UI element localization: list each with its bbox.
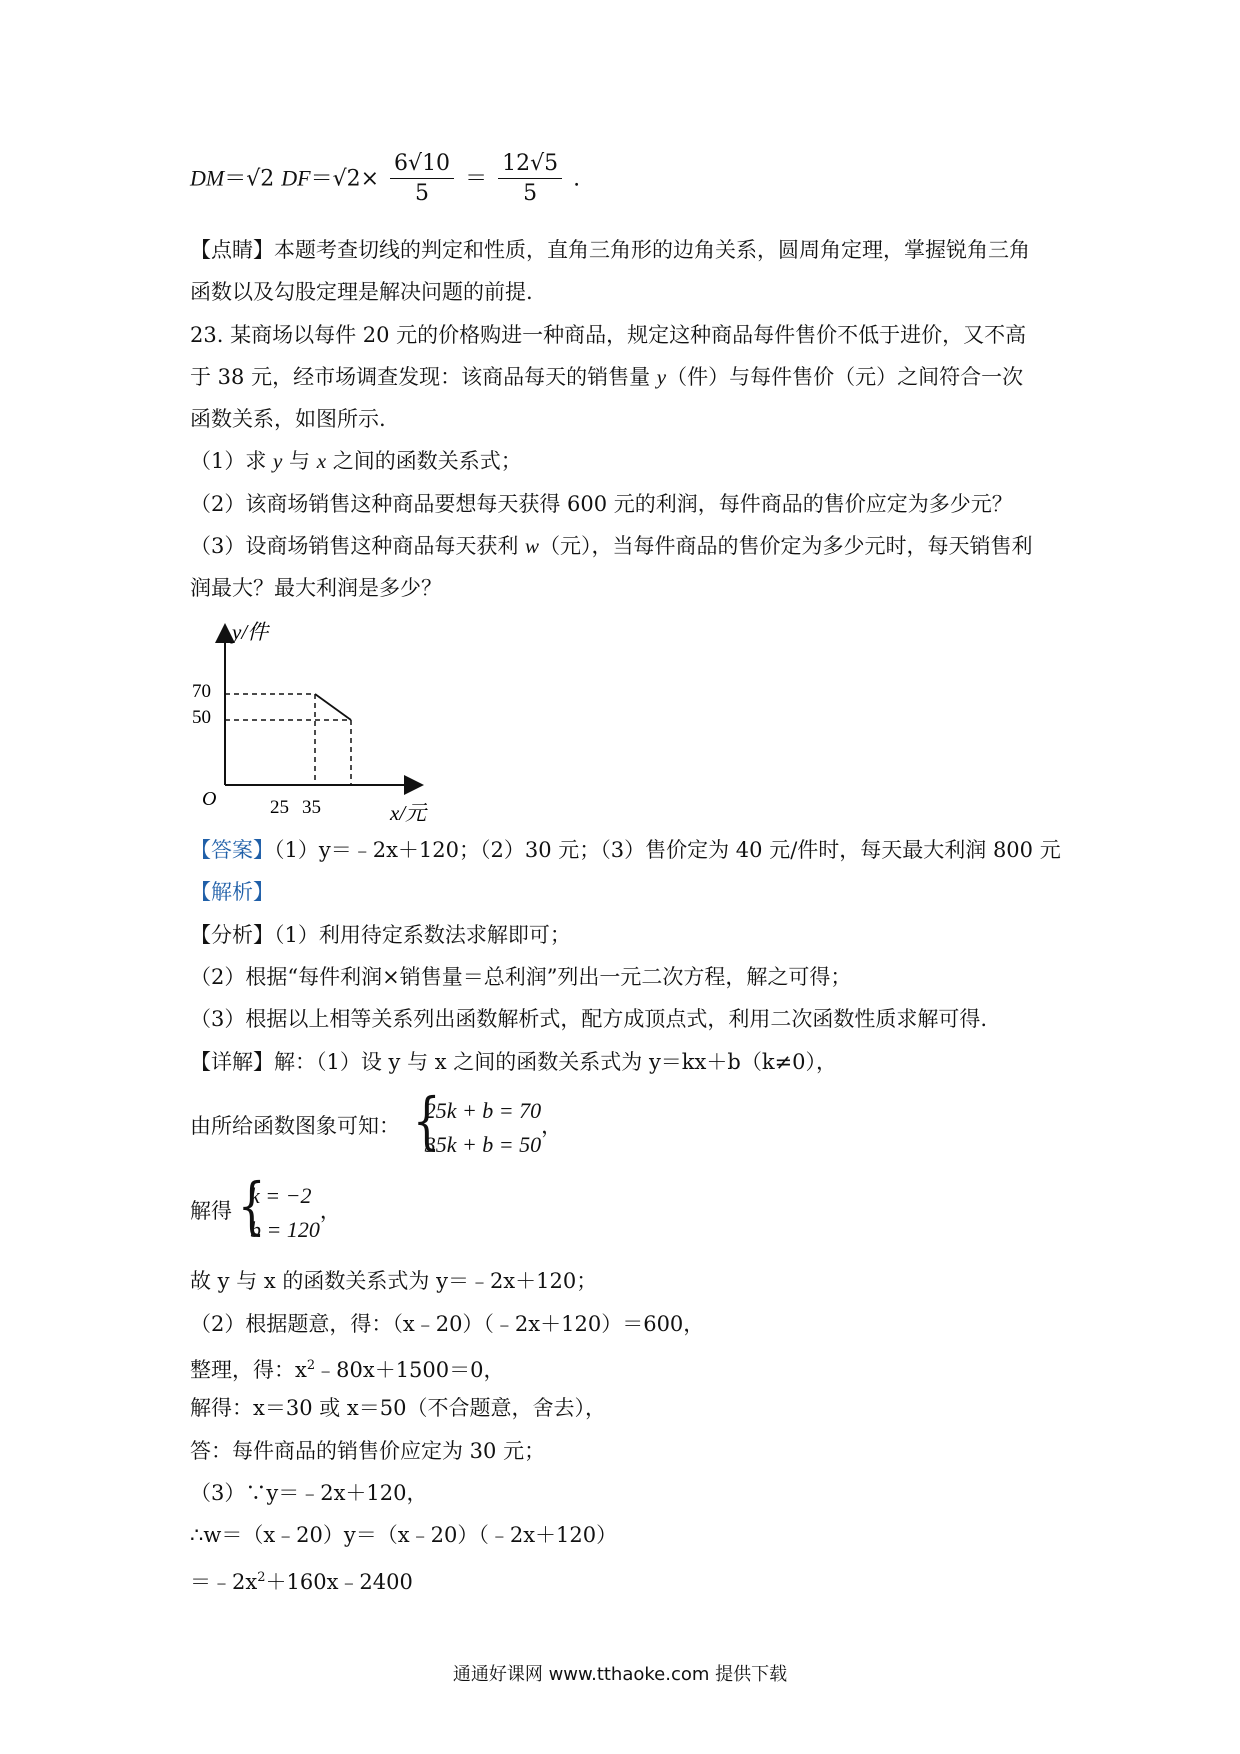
s8a: ＝﹣2x	[190, 1570, 258, 1594]
q1a: （1）求	[190, 449, 274, 473]
eq2: ＝	[310, 166, 333, 192]
footer: 通通好课网 www.tthaoke.com 提供下载	[452, 1664, 788, 1685]
solution-line-6: （3）∵y＝﹣2x＋120，	[190, 1481, 428, 1505]
y-tick-50: 50	[192, 707, 211, 728]
q23-2a: 于 38 元，经市场调查发现：该商品每天的销售量	[190, 365, 657, 389]
system-2-label: 解得	[190, 1199, 232, 1223]
xiangjie-tag: 【详解】	[190, 1050, 274, 1074]
system-1	[190, 1083, 563, 1162]
q3b: w	[525, 534, 540, 558]
answer-tag: 【答案】	[190, 838, 274, 862]
dianjing-line-1	[190, 235, 1030, 265]
eq1: ＝	[224, 166, 247, 192]
q1d: x	[316, 449, 327, 473]
q3-line-2: 润最大？最大利润是多少？	[190, 576, 442, 600]
fenxi-line-1	[190, 920, 571, 950]
q1c: 与	[282, 449, 317, 473]
solution-line-3	[190, 1351, 505, 1385]
q23-line-2	[190, 362, 1023, 392]
s8c: ＋160x﹣2400	[265, 1570, 413, 1594]
solution-line-5: 答：每件商品的销售价应定为 30 元；	[190, 1439, 546, 1463]
fenxi-line-3: （3）根据以上相等关系列出函数解析式，配方成顶点式，利用二次函数性质求解可得.	[190, 1007, 988, 1031]
s8-exp: 2	[257, 1570, 266, 1585]
function-segment	[315, 694, 351, 720]
system-1-end: ，	[541, 1114, 563, 1138]
period: .	[573, 166, 581, 192]
system-2	[190, 1168, 341, 1247]
fraction-2-num: 12√5	[498, 150, 562, 179]
fraction-1	[390, 150, 454, 209]
left-brace-2: {	[237, 1168, 266, 1242]
q3-line-1	[190, 531, 1033, 561]
q3c: （元），当每件商品的售价定为多少元时，每天销售利	[539, 534, 1033, 558]
system-1-label: 由所给函数图象可知：	[190, 1114, 400, 1138]
dm-formula	[190, 150, 580, 209]
solution-line-1: 故 y 与 x 的函数关系式为 y＝﹣2x＋120；	[190, 1269, 598, 1293]
solution-line-2: （2）根据题意，得：（x﹣20）（﹣2x＋120）＝600，	[190, 1312, 705, 1336]
function-graph	[190, 615, 450, 830]
eq3: ＝	[465, 166, 488, 192]
y-tick-70: 70	[192, 681, 211, 702]
q3a: （3）设商场销售这种商品每天获利	[190, 534, 526, 558]
answer-text: （1）y＝﹣2x＋120；（2）30 元；（3）售价定为 40 元/件时，每天最大利润 800 元	[274, 838, 1061, 862]
solution-line-8	[190, 1563, 413, 1597]
solution-line-4: 解得：x＝30 或 x＝50（不合题意，舍去），	[190, 1396, 606, 1420]
q23-line-1: 23. 某商场以每件 20 元的价格购进一种商品，规定这种商品每件售价不低于进价，又不高	[190, 323, 1027, 347]
system-1-row-2: 35k + b = 50	[424, 1131, 542, 1157]
s3-exp: 2	[306, 1358, 316, 1373]
s3a: 整理，得：x	[190, 1358, 307, 1382]
dm-text: DM	[190, 165, 225, 191]
fraction-2	[498, 150, 562, 209]
system-2-row-2: b = 120	[250, 1216, 320, 1242]
system-2-row-1: k = −2	[250, 1182, 312, 1208]
jiexi-tag: 【解析】	[190, 880, 274, 904]
sqrt2-b: √2	[332, 166, 361, 192]
answer-line	[190, 835, 1061, 865]
sqrt2-a: √2	[246, 166, 275, 192]
dianjing-line-2: 函数以及勾股定理是解决问题的前提.	[190, 280, 533, 304]
fraction-1-den: 5	[415, 181, 430, 206]
times: ×	[360, 166, 380, 192]
origin-label: O	[202, 788, 217, 810]
fenxi-tag: 【分析】	[190, 923, 274, 947]
q1e: 之间的函数关系式；	[326, 449, 522, 473]
system-1-equations	[407, 1083, 542, 1162]
solution-line-7: ∴w＝（x﹣20）y＝（x﹣20）（﹣2x＋120）	[190, 1523, 618, 1547]
xiangjie-line	[190, 1047, 837, 1077]
q23-line-3: 函数关系，如图所示.	[190, 407, 386, 431]
fenxi-line-2: （2）根据“每件利润×销售量＝总利润”列出一元二次方程，解之可得；	[190, 965, 852, 989]
system-1-row-1: 25k + b = 70	[424, 1097, 542, 1123]
xiangjie-text: 解：（1）设 y 与 x 之间的函数关系式为 y＝kx＋b（k≠0），	[274, 1050, 837, 1074]
q2-line: （2）该商场销售这种商品要想每天获得 600 元的利润，每件商品的售价应定为多少元？	[190, 492, 1013, 516]
q23-2c: （件）与每件售价（元）之间符合一次	[666, 365, 1024, 389]
left-brace: {	[412, 1083, 441, 1157]
system-2-end: ，	[319, 1199, 341, 1223]
q1b: y	[273, 449, 283, 473]
dianjing-tag: 【点睛】	[190, 238, 274, 262]
x-axis-label: x/元	[390, 801, 427, 825]
s3c: ﹣80x＋1500＝0，	[315, 1358, 505, 1382]
fraction-2-den: 5	[523, 181, 538, 206]
fenxi-text-1: （1）利用待定系数法求解即可；	[274, 923, 571, 947]
q23-2b: y	[656, 365, 667, 389]
system-2-equations	[232, 1168, 320, 1247]
dianjing-text-1: 本题考查切线的判定和性质，直角三角形的边角关系，圆周角定理，掌握锐角三角	[274, 238, 1030, 262]
fraction-1-num: 6√10	[390, 150, 454, 179]
q1-line	[190, 446, 522, 476]
y-axis-label: y/件	[232, 620, 269, 644]
x-tick-35: 35	[302, 797, 321, 818]
df-text: DF	[281, 165, 311, 191]
x-tick-25: 25	[270, 797, 289, 818]
